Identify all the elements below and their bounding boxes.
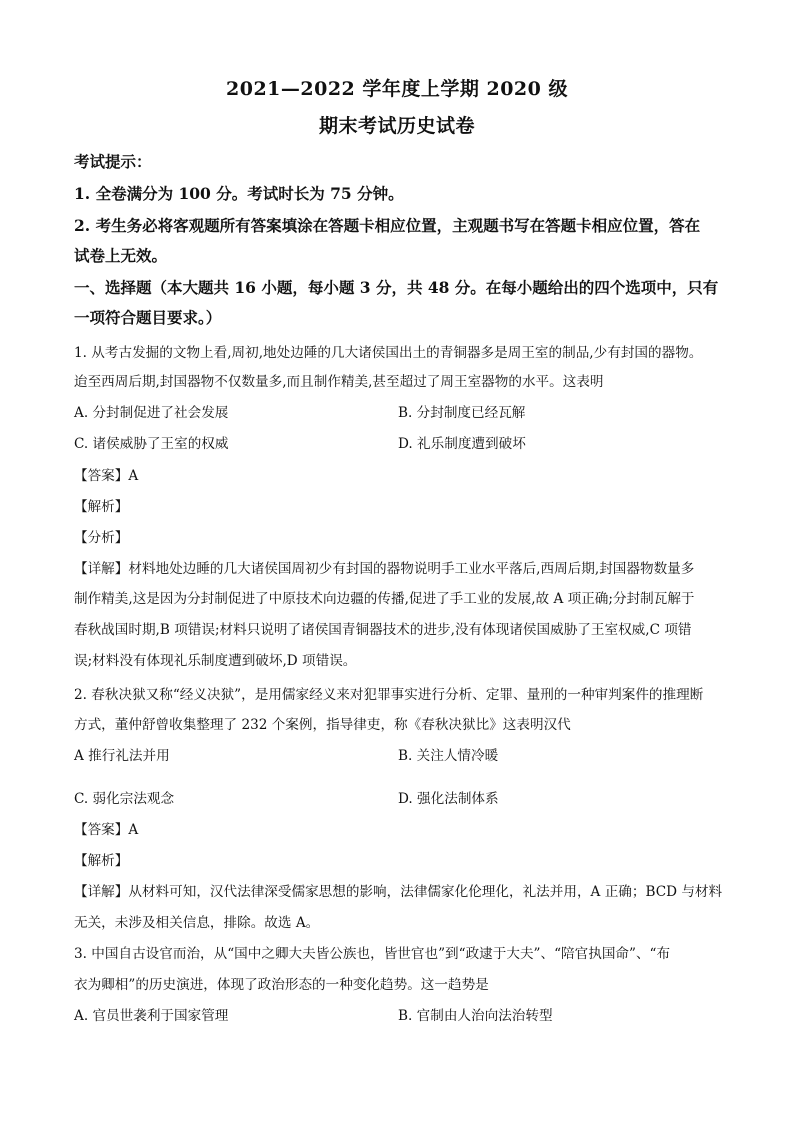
q2-detail-line2: 无关，未涉及相关信息，排除。故选 A。: [74, 915, 320, 931]
section-heading-line2: 一项符合题目要求。）: [74, 308, 222, 327]
note-item-2-line2: 试卷上无效。: [74, 246, 168, 265]
q1-option-c: C. 诸侯威胁了王室的权威: [74, 436, 229, 452]
q2-option-d: D. 强化法制体系: [398, 791, 499, 807]
q1-fenxi-label: 【分析】: [74, 530, 129, 546]
section-heading-line1: 一、选择题（本大题共 16 小题，每小题 3 分，共 48 分。在每小题给出的四个选项中，只有: [74, 278, 719, 297]
q1-detail-line2: 制作精美,这是因为分封制促进了中原技术向边疆的传播,促进了手工业的发展,故 A 项正确;分封制瓦解于: [74, 591, 695, 607]
q2-option-b: B. 关注人情冷暖: [398, 748, 499, 764]
q1-option-a: A. 分封制促进了社会发展: [74, 405, 229, 421]
q2-answer: 【答案】A: [74, 822, 139, 838]
q2-option-a: A 推行礼法并用: [74, 748, 170, 764]
q3-option-a: A. 官员世袭利于国家管理: [74, 1008, 229, 1024]
q3-option-b: B. 官制由人治向法治转型: [398, 1008, 553, 1024]
q1-stem-line2: 迨至西周后期,封国器物不仅数量多,而且制作精美,甚至超过了周王室器物的水平。这表明: [74, 374, 604, 390]
q1-option-b: B. 分封制度已经瓦解: [398, 405, 526, 421]
notes-heading: 考试提示：: [74, 152, 152, 171]
q2-stem-line2: 方式，董仲舒曾收集整理了 232 个案例，指导律吏，称《春秋决狱比》这表明汉代: [74, 717, 571, 733]
q1-detail-line1: 【详解】材料地处边睡的几大诸侯国周初少有封国的器物说明手工业水平落后,西周后期,封国器物数量多: [74, 561, 695, 577]
q1-detail-line3: 春秋战国时期,B 项错误;材料只说明了诸侯国青铜器技术的进步,没有体现诸侯国威胁了王室权威,C 项错: [74, 622, 692, 638]
q2-detail-line1: 【详解】从材料可知，汉代法律深受儒家思想的影响，法律儒家化伦理化，礼法并用，A 正确；BCD 与材料: [74, 884, 723, 900]
note-item-2-line1: 2. 考生务必将客观题所有答案填涂在答题卡相应位置，主观题书写在答题卡相应位置，答在: [74, 216, 701, 235]
q2-stem-line1: 2. 春秋决狱又称“经义决狱”，是用儒家经义来对犯罪事实进行分析、定罪、量刑的一种审判案件的推理断: [74, 687, 704, 703]
q2-option-c: C. 弱化宗法观念: [74, 791, 175, 807]
q3-stem-line2: 衣为卿相”的历史演进，体现了政治形态的一种变化趋势。这一趋势是: [74, 977, 489, 993]
exam-title-line2: 期末考试历史试卷: [318, 115, 475, 137]
q3-stem-line1: 3. 中国自古设官而治，从“国中之卿大夫皆公族也，皆世官也”到“政逮于大夫”、“陪官执国命”、“布: [74, 946, 671, 962]
exam-title-line1: 2021—2022 学年度上学期 2020 级: [226, 78, 568, 100]
q1-detail-line4: 误;材料没有体现礼乐制度遭到破坏,D 项错误。: [74, 653, 357, 669]
q1-answer: 【答案】A: [74, 468, 139, 484]
q1-option-d: D. 礼乐制度遭到破坏: [398, 436, 526, 452]
q2-analysis-label: 【解析】: [74, 853, 129, 869]
q1-stem-line1: 1. 从考古发掘的文物上看,周初,地处边陲的几大诸侯国出土的青铜器多是周王室的制品,少有封国的器物。: [74, 345, 703, 361]
q1-analysis-label: 【解析】: [74, 499, 129, 515]
note-item-1: 1. 全卷满分为 100 分。考试时长为 75 分钟。: [74, 184, 404, 203]
